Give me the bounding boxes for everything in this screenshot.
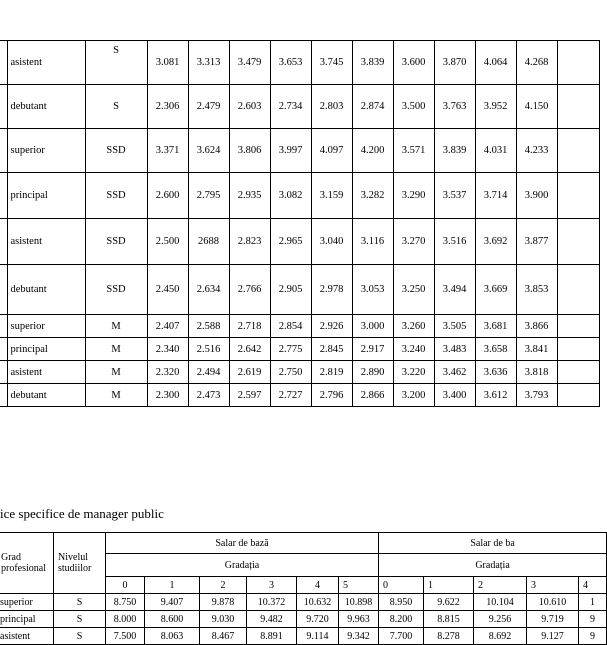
level-cell: M (85, 361, 147, 384)
value-cell: 3.462 (434, 361, 475, 384)
level-cell: S (54, 594, 106, 611)
table-row (0, 361, 599, 384)
value-cell: 9.407 (145, 594, 200, 611)
level-cell: SSD (85, 173, 147, 219)
value-cell: 9.482 (247, 611, 297, 628)
value-cell: 4.064 (475, 41, 516, 85)
value-cell: 2.642 (229, 338, 270, 361)
base-salary-header: Salar de bază (106, 533, 379, 554)
value-cell: 10.632 (297, 594, 339, 611)
value-cell: 3.505 (434, 315, 475, 338)
value-cell: 3.260 (393, 315, 434, 338)
value-cell: 8.063 (145, 628, 200, 645)
value-cell: 3.313 (188, 41, 229, 85)
value-cell: 2.750 (270, 361, 311, 384)
document-body (0, 40, 596, 642)
value-cell: 3.870 (434, 41, 475, 85)
value-cell: 3.220 (393, 361, 434, 384)
grade-col-header: Grad profesional (0, 533, 54, 594)
header-row (0, 533, 607, 554)
value-cell: 4.097 (311, 129, 352, 173)
table-row (0, 384, 599, 407)
value-cell: 3.479 (229, 41, 270, 85)
value-cell: 2.766 (229, 265, 270, 315)
value-cell: 2.603 (229, 85, 270, 129)
section-heading: ice specifice de manager public (0, 506, 164, 521)
value-cell: 9.127 (527, 628, 579, 645)
level-cell: M (85, 338, 147, 361)
value-cell: 3.877 (516, 219, 557, 265)
value-cell: 2.407 (147, 315, 188, 338)
value-cell: 2.926 (311, 315, 352, 338)
value-cell: 3.282 (352, 173, 393, 219)
value-cell: 4.150 (516, 85, 557, 129)
value-cell: 2.320 (147, 361, 188, 384)
level-cell: S (54, 611, 106, 628)
value-cell: 4.268 (516, 41, 557, 85)
value-cell: 2.494 (188, 361, 229, 384)
table-row (0, 611, 607, 628)
value-cell: 9.256 (474, 611, 527, 628)
base-salary-header-2: Salar de ba (379, 533, 607, 554)
value-cell: 2.634 (188, 265, 229, 315)
value-cell: 3.000 (352, 315, 393, 338)
grade-cell: asistent (7, 41, 85, 85)
gradation-header-2: Gradația (379, 554, 607, 577)
value-cell: 3.866 (516, 315, 557, 338)
value-cell: 9.342 (339, 628, 379, 645)
table-row (0, 338, 599, 361)
grade-cell: debutant (7, 85, 85, 129)
value-cell: 2.874 (352, 85, 393, 129)
value-cell: 3.400 (434, 384, 475, 407)
value-cell: 3.806 (229, 129, 270, 173)
value-cell: 3.624 (188, 129, 229, 173)
level-cell: M (85, 315, 147, 338)
value-cell: 10.104 (474, 594, 527, 611)
salary-table-manager (0, 532, 607, 645)
gradation-index: 5 (339, 577, 379, 594)
value-cell: 3.290 (393, 173, 434, 219)
value-cell: 2.935 (229, 173, 270, 219)
value-cell: 3.537 (434, 173, 475, 219)
level-cell: S (85, 85, 147, 129)
value-cell: 3.159 (311, 173, 352, 219)
table-row (0, 594, 607, 611)
value-cell: 3.745 (311, 41, 352, 85)
value-cell: 8.815 (424, 611, 474, 628)
value-cell: 3.853 (516, 265, 557, 315)
value-cell: 3.653 (270, 41, 311, 85)
value-cell: 2.619 (229, 361, 270, 384)
value-cell: 2.854 (270, 315, 311, 338)
value-cell: 3.053 (352, 265, 393, 315)
value-cell: 3.997 (270, 129, 311, 173)
gradation-index: 2 (200, 577, 247, 594)
grade-cell: superior (7, 315, 85, 338)
value-cell: 10.898 (339, 594, 379, 611)
gradation-index: 4 (579, 577, 607, 594)
value-cell: 3.692 (475, 219, 516, 265)
value-cell: 9.114 (297, 628, 339, 645)
table-row (0, 265, 599, 315)
value-cell: 3.483 (434, 338, 475, 361)
grade-cell: asistent (0, 628, 54, 645)
value-cell: 2.588 (188, 315, 229, 338)
value-cell: 4.031 (475, 129, 516, 173)
value-cell: 3.952 (475, 85, 516, 129)
value-cell: 2.795 (188, 173, 229, 219)
grade-cell: asistent (7, 219, 85, 265)
value-cell: 3.082 (270, 173, 311, 219)
value-cell: 3.839 (434, 129, 475, 173)
salary-table-top (0, 40, 600, 407)
grade-cell: principal (0, 611, 54, 628)
value-cell: 2688 (188, 219, 229, 265)
level-cell: SSD (85, 219, 147, 265)
value-cell: 2.965 (270, 219, 311, 265)
value-cell: 3.714 (475, 173, 516, 219)
gradation-index: 3 (247, 577, 297, 594)
value-cell: 8.750 (106, 594, 145, 611)
value-cell: 1 (579, 594, 607, 611)
value-cell: 2.823 (229, 219, 270, 265)
value-cell: 3.040 (311, 219, 352, 265)
value-cell: 3.658 (475, 338, 516, 361)
value-cell: 3.200 (393, 384, 434, 407)
value-cell: 2.819 (311, 361, 352, 384)
value-cell: 2.306 (147, 85, 188, 129)
value-cell: 2.340 (147, 338, 188, 361)
value-cell: 9.720 (297, 611, 339, 628)
value-cell: 2.796 (311, 384, 352, 407)
value-cell: 9.878 (200, 594, 247, 611)
value-cell: 3.240 (393, 338, 434, 361)
value-cell: 2.300 (147, 384, 188, 407)
value-cell: 2.450 (147, 265, 188, 315)
value-cell: 7.700 (379, 628, 424, 645)
value-cell: 3.839 (352, 41, 393, 85)
level-cell: SSD (85, 265, 147, 315)
value-cell: 3.636 (475, 361, 516, 384)
value-cell: 2.516 (188, 338, 229, 361)
gradation-index: 1 (424, 577, 474, 594)
value-cell: 3.793 (516, 384, 557, 407)
value-cell: 10.372 (247, 594, 297, 611)
value-cell: 3.500 (393, 85, 434, 129)
value-cell: 2.600 (147, 173, 188, 219)
gradation-index: 0 (379, 577, 424, 594)
value-cell: 2.978 (311, 265, 352, 315)
value-cell: 9 (579, 611, 607, 628)
value-cell: 7.500 (106, 628, 145, 645)
value-cell: 2.866 (352, 384, 393, 407)
gradation-index: 3 (527, 577, 579, 594)
table-row (0, 41, 599, 85)
table-row (0, 85, 599, 129)
value-cell: 3.669 (475, 265, 516, 315)
value-cell: 9.622 (424, 594, 474, 611)
value-cell: 3.371 (147, 129, 188, 173)
value-cell: 8.600 (145, 611, 200, 628)
level-cell: S (54, 628, 106, 645)
table-row (0, 129, 599, 173)
value-cell: 2.718 (229, 315, 270, 338)
value-cell: 3.270 (393, 219, 434, 265)
level-cell: SSD (85, 129, 147, 173)
value-cell: 3.116 (352, 219, 393, 265)
value-cell: 2.479 (188, 85, 229, 129)
value-cell: 9.030 (200, 611, 247, 628)
value-cell: 10.610 (527, 594, 579, 611)
value-cell: 2.734 (270, 85, 311, 129)
value-cell: 3.763 (434, 85, 475, 129)
level-cell: M (85, 384, 147, 407)
value-cell: 3.681 (475, 315, 516, 338)
value-cell: 3.250 (393, 265, 434, 315)
grade-cell: superior (7, 129, 85, 173)
level-cell: S (85, 41, 147, 85)
value-cell: 3.600 (393, 41, 434, 85)
value-cell: 9.963 (339, 611, 379, 628)
value-cell: 9 (579, 628, 607, 645)
value-cell: 3.818 (516, 361, 557, 384)
value-cell: 3.571 (393, 129, 434, 173)
table-row (0, 628, 607, 645)
value-cell: 2.775 (270, 338, 311, 361)
level-col-header: Nivelul studiilor (54, 533, 106, 594)
value-cell: 3.841 (516, 338, 557, 361)
gradation-index: 2 (474, 577, 527, 594)
gradation-index: 0 (106, 577, 145, 594)
value-cell: 2.727 (270, 384, 311, 407)
value-cell: 2.803 (311, 85, 352, 129)
table-row (0, 173, 599, 219)
value-cell: 3.900 (516, 173, 557, 219)
value-cell: 4.233 (516, 129, 557, 173)
grade-cell: superior (0, 594, 54, 611)
gradation-index: 4 (297, 577, 339, 594)
value-cell: 2.917 (352, 338, 393, 361)
value-cell: 2.500 (147, 219, 188, 265)
grade-cell: principal (7, 173, 85, 219)
value-cell: 8.200 (379, 611, 424, 628)
value-cell: 3.516 (434, 219, 475, 265)
table-row (0, 315, 599, 338)
value-cell: 8.278 (424, 628, 474, 645)
grade-cell: debutant (7, 384, 85, 407)
value-cell: 8.000 (106, 611, 145, 628)
gradation-header: Gradația (106, 554, 379, 577)
value-cell: 8.950 (379, 594, 424, 611)
table-row (0, 219, 599, 265)
gradation-index: 1 (145, 577, 200, 594)
value-cell: 2.905 (270, 265, 311, 315)
value-cell: 8.467 (200, 628, 247, 645)
value-cell: 3.494 (434, 265, 475, 315)
grade-cell: principal (7, 338, 85, 361)
grade-cell: asistent (7, 361, 85, 384)
value-cell: 2.890 (352, 361, 393, 384)
grade-cell: debutant (7, 265, 85, 315)
value-cell: 4.200 (352, 129, 393, 173)
value-cell: 2.473 (188, 384, 229, 407)
value-cell: 2.597 (229, 384, 270, 407)
value-cell: 2.845 (311, 338, 352, 361)
value-cell: 9.719 (527, 611, 579, 628)
value-cell: 8.891 (247, 628, 297, 645)
value-cell: 3.081 (147, 41, 188, 85)
value-cell: 8.692 (474, 628, 527, 645)
value-cell: 3.612 (475, 384, 516, 407)
